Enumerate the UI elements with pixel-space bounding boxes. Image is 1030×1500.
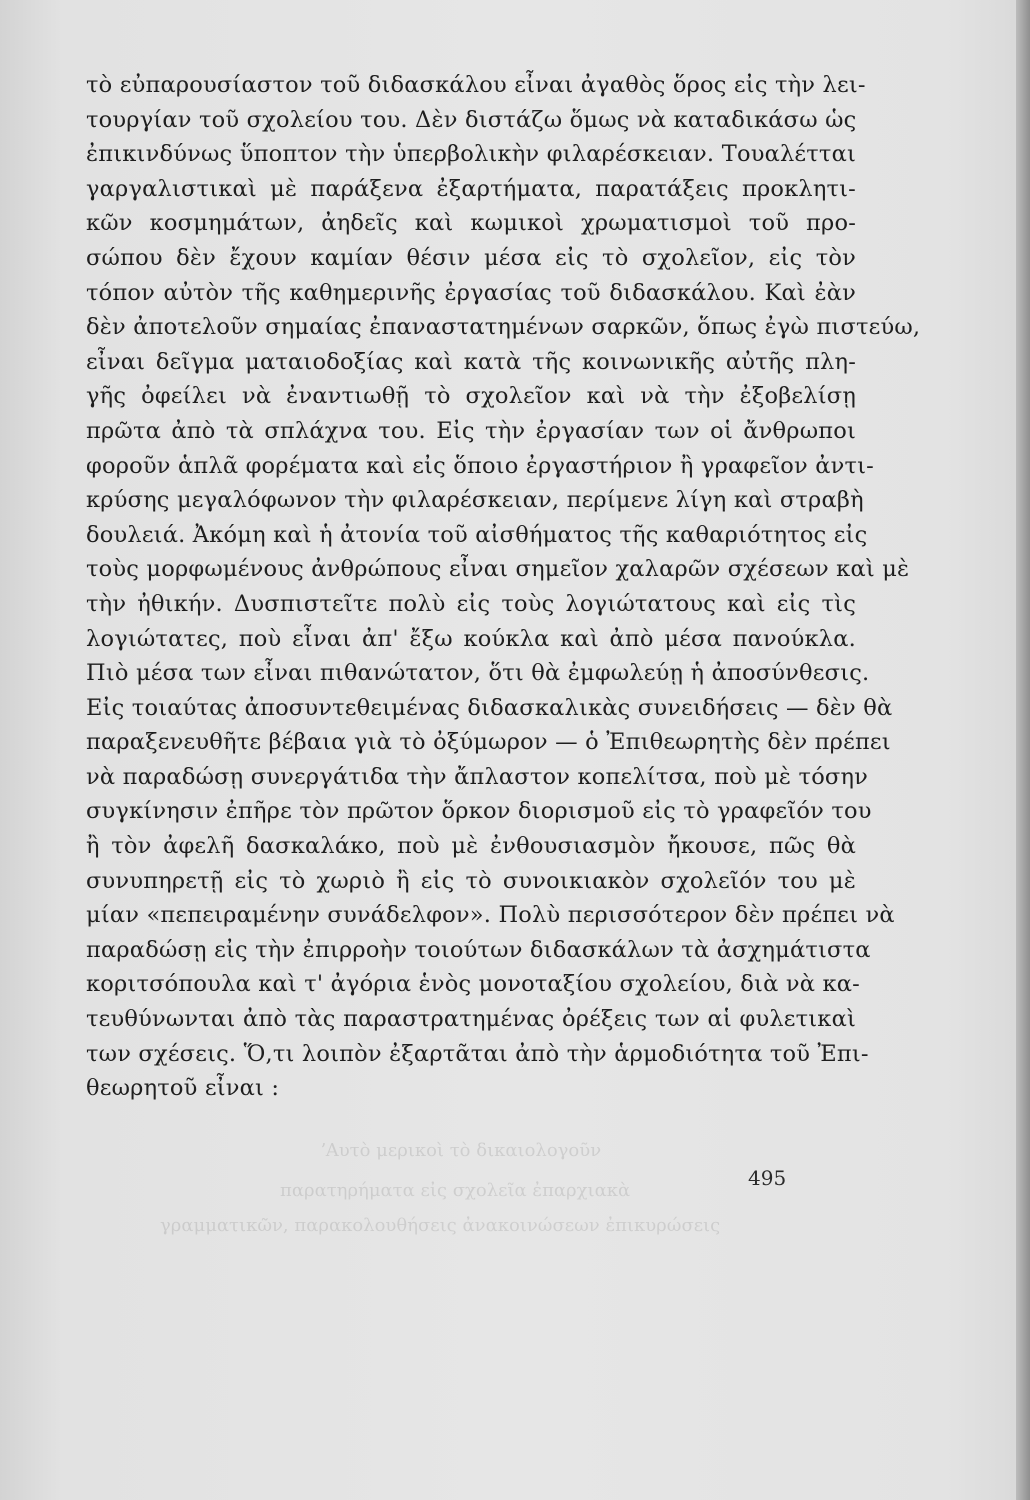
text-line: μίαν «πεπειραμένην συνάδελφον». Πολὺ περισσότερον δὲν πρέπει νὰ [86,902,895,929]
bleed-through-text: ʼΑυτὸ μερικοὶ τὸ δικαιολογοῦν [320,1140,602,1161]
text-line: δὲν ἀποτελοῦν σημαίας ἐπαναστατημένων σαρκῶν, ὅπως ἐγὼ πιστεύω, [86,314,921,341]
text-line: νὰ παραδώσῃ συνεργάτιδα τὴν ἄπλαστον κοπελίτσα, ποὺ μὲ τόσην [86,763,869,790]
text-line: των σχέσεις. Ὅ,τι λοιπὸν ἐξαρτᾶται ἀπὸ τὴν ἁρμοδιότητα τοῦ Ἐπι- [86,1040,869,1067]
text-line: θεωρητοῦ εἶναι : [86,1075,280,1102]
text-line: τουργίαν τοῦ σχολείου του. Δὲν διστάζω ὅμως νὰ καταδικάσω ὡς [86,106,857,133]
page-number: 495 [748,1166,787,1190]
text-line: Πιὸ μέσα των εἶναι πιθανώτατον, ὅτι θὰ ἐμφωλεύῃ ἡ ἀποσύνθεσις. [86,660,870,687]
bleed-through-text: γραμματικῶν, παρακολουθήσεις ἀνακοινώσεων ἐπικυρώσεις [160,1215,721,1236]
text-line: παραδώσῃ εἰς τὴν ἐπιρροὴν τοιούτων διδασκάλων τὰ ἀσχημάτιστα [86,936,871,963]
body-text [86,68,921,1106]
bleed-through-text: παρατηρήματα εἰς σχολεῖα ἐπαρχιακὰ [280,1180,631,1201]
text-line: τοὺς μορφωμένους ἀνθρώπους εἶναι σημεῖον χαλαρῶν σχέσεων καὶ μὲ [86,556,910,583]
text-line: Εἰς τοιαύτας ἀποσυντεθειμένας διδασκαλικὰς συνειδήσεις — δὲν θὰ [86,694,893,721]
text-line: συνυπηρετῇ εἰς τὸ χωριὸ ἢ εἰς τὸ συνοικιακὸν σχολεῖόν του μὲ [86,867,856,894]
text-line: γῆς ὀφείλει νὰ ἐναντιωθῇ τὸ σχολεῖον καὶ νὰ τὴν ἐξοβελίσῃ [86,383,856,410]
page-edge-shadow [1016,0,1030,1500]
text-line: τόπον αὐτὸν τῆς καθημερινῆς ἐργασίας τοῦ διδασκάλου. Καὶ ἐὰν [86,279,856,306]
text-line: εἶναι δεῖγμα ματαιοδοξίας καὶ κατὰ τῆς κοινωνικῆς αὐτῆς πλη- [86,348,856,375]
text-line: ἐπικινδύνως ὕποπτον τὴν ὑπερβολικὴν φιλαρέσκειαν. Τουαλέτται [86,141,856,168]
text-line: παραξενευθῆτε βέβαια γιὰ τὸ ὀξύμωρον — ὁ Ἐπιθεωρητὴς δὲν πρέπει [86,729,891,756]
text-line: λογιώτατες, ποὺ εἶναι ἀπ' ἔξω κούκλα καὶ ἀπὸ μέσα πανούκλα. [86,625,856,652]
text-line: φοροῦν ἁπλᾶ φορέματα καὶ εἰς ὅποιο ἐργαστήριον ἢ γραφεῖον ἀντι- [86,452,874,479]
text-line: κρύσης μεγαλόφωνον τὴν φιλαρέσκειαν, περίμενε λίγη καὶ στραβὴ [86,487,864,514]
text-line: γαργαλιστικαὶ μὲ παράξενα ἐξαρτήματα, παρατάξεις προκλητι- [86,175,856,202]
text-line: κῶν κοσμημάτων, ἀηδεῖς καὶ κωμικοὶ χρωματισμοὶ τοῦ προ- [86,210,856,237]
text-line: ἢ τὸν ἀφελῆ δασκαλάκο, ποὺ μὲ ἐνθουσιασμὸν ἤκουσε, πῶς θὰ [86,833,856,860]
text-line: πρῶτα ἀπὸ τὰ σπλάχνα του. Εἰς τὴν ἐργασίαν των οἱ ἄνθρωποι [86,417,856,444]
text-line: δουλειά. Ἀκόμη καὶ ἡ ἀτονία τοῦ αἰσθήματος τῆς καθαριότητος εἰς [86,521,868,548]
text-line: συγκίνησιν ἐπῆρε τὸν πρῶτον ὅρκον διορισμοῦ εἰς τὸ γραφεῖόν του [86,798,872,825]
text-line: τὴν ἠθικήν. Δυσπιστεῖτε πολὺ εἰς τοὺς λογιώτατους καὶ εἰς τὶς [86,590,856,617]
text-line: σώπου δὲν ἔχουν καμίαν θέσιν μέσα εἰς τὸ σχολεῖον, εἰς τὸν [86,244,856,271]
text-line: τὸ εὐπαρουσίαστον τοῦ διδασκάλου εἶναι ἀγαθὸς ὅρος εἰς τὴν λει- [86,72,866,98]
text-line: τευθύνωνται ἀπὸ τὰς παραστρατημένας ὀρέξεις των αἱ φυλετικαὶ [86,1006,856,1033]
text-line: κοριτσόπουλα καὶ τ' ἀγόρια ἑνὸς μονοταξίου σχολείου, διὰ νὰ κα- [86,971,860,998]
